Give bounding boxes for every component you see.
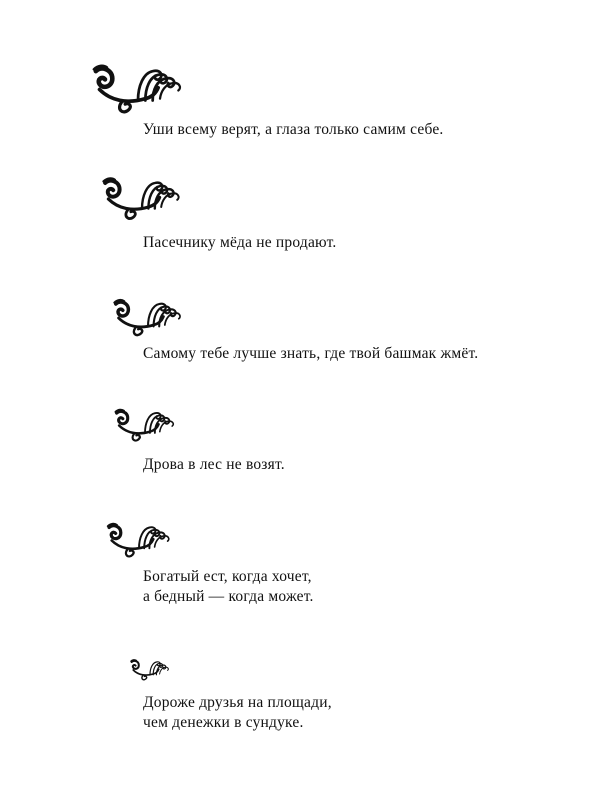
proverb-line: чем денежки в сундуке.	[143, 714, 304, 731]
proverb-line: Дрова в лес не возят.	[143, 456, 285, 473]
proverb-1	[143, 120, 444, 140]
proverb-line: Дороже друзья на площади,	[143, 694, 332, 711]
proverb-line: Пасечнику мёда не продают.	[143, 234, 337, 251]
swirl-feather-ornament-icon	[130, 658, 170, 682]
proverb-3	[143, 344, 478, 364]
proverb-line: Самому тебе лучше знать, где твой башмак жмёт.	[143, 345, 479, 362]
proverb-line: Уши всему верят, а глаза только самим себе.	[143, 121, 444, 138]
proverb-6	[143, 693, 332, 733]
proverb-5	[143, 567, 314, 607]
swirl-feather-ornament-icon	[102, 175, 182, 223]
swirl-feather-ornament-icon	[114, 407, 176, 444]
swirl-feather-ornament-icon	[106, 521, 172, 560]
proverb-line: Богатый ест, когда хочет,	[143, 568, 312, 585]
swirl-feather-ornament-icon	[113, 297, 183, 339]
proverb-line: а бедный — когда может.	[143, 588, 314, 605]
proverb-4	[143, 455, 285, 475]
swirl-feather-ornament-icon	[92, 62, 184, 117]
proverb-2	[143, 233, 337, 253]
